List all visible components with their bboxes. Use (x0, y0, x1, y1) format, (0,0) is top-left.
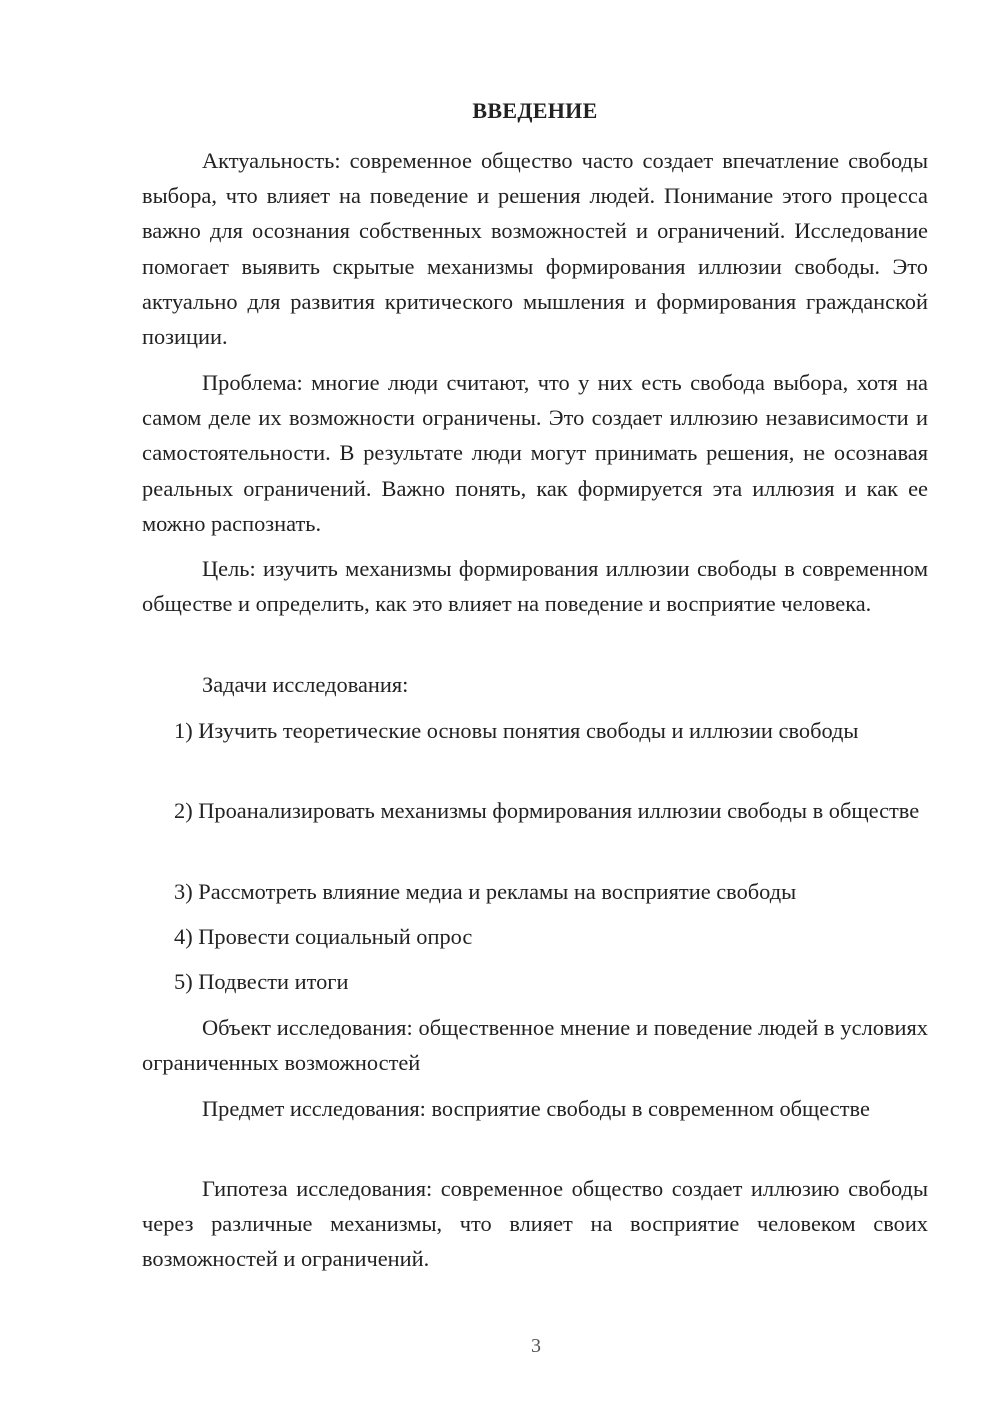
tasks-heading: Задачи исследования: (202, 672, 409, 697)
task-item-1: 1) Изучить теоретические основы понятия свободы и иллюзии свободы (174, 718, 859, 743)
task-item-3: 3) Рассмотреть влияние медиа и рекламы на восприятие свободы (174, 879, 797, 904)
paragraph-subject: Предмет исследования: восприятие свободы в современном обществе (202, 1096, 870, 1121)
paragraph-problem: Проблема: многие люди считают, что у них есть свобода выбора, хотя на самом деле их возможности ограничены. Это создает иллюзию независимости и самостоятельности. В результате люди могут принимать решения, не осознавая реальных ограничений. Важно понять, как формируется эта иллюзия и как ее можно распознать. (142, 370, 928, 536)
task-item-4: 4) Провести социальный опрос (174, 924, 473, 949)
paragraph-goal: Цель: изучить механизмы формирования иллюзии свободы в современном обществе и определить, как это влияет на поведение и восприятие человека. (142, 556, 928, 617)
page-title: ВВЕДЕНИЕ (472, 98, 598, 123)
page-number: 3 (531, 1335, 541, 1357)
task-item-2: 2) Проанализировать механизмы формирования иллюзии свободы в обществе (174, 798, 920, 823)
task-item-5: 5) Подвести итоги (174, 969, 349, 994)
paragraph-object: Объект исследования: общественное мнение и поведение людей в условиях ограниченных возможностей (142, 1015, 928, 1076)
paragraph-relevance: Актуальность: современное общество часто создает впечатление свободы выбора, что влияет на поведение и решения людей. Понимание этого процесса важно для осознания собственных возможностей и ограничений. Исследование помогает выявить скрытые механизмы формирования иллюзии свободы. Это актуально для развития критического мышления и формирования гражданской позиции. (142, 148, 928, 350)
paragraph-hypothesis: Гипотеза исследования: современное общество создает иллюзию свободы через различные механизмы, что влияет на восприятие человеком своих возможностей и ограничений. (142, 1176, 928, 1272)
